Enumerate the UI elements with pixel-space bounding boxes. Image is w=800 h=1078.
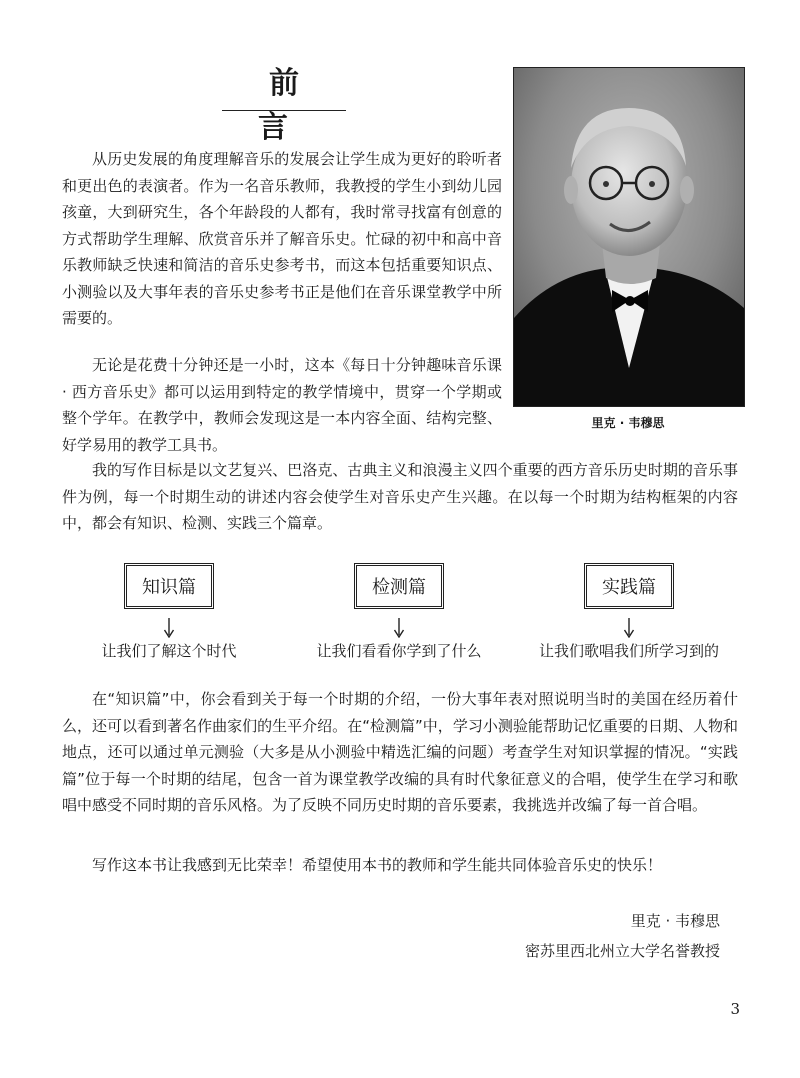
down-arrow-icon bbox=[623, 618, 635, 638]
author-portrait-illustration bbox=[514, 68, 744, 406]
section-desc-test: 让我们看看你学到了什么 bbox=[316, 642, 482, 660]
page-number: 3 bbox=[730, 1000, 740, 1018]
paragraph-5: 写作这本书让我感到无比荣幸！希望使用本书的教师和学生能共同体验音乐史的快乐！ bbox=[92, 856, 663, 874]
section-desc-practice: 让我们歌唱我们所学习到的 bbox=[538, 642, 719, 660]
paragraph-4: 在“知识篇”中，你会看到关于每一个时期的介绍，一份大事年表对照说明当时的美国在经历着什么，还可以看到著名作曲家们的生平介绍。在“检测篇”中，学习小测验能帮助记忆重要的日期、人物和地点，还可以通过单元测验（大多是从小测验中精选汇编的问题）考查学生对知识掌握的情况。“实践篇”位于每一个时期的结尾，包含一首为课堂教学改编的具有时代象征意义的合唱，使学生在学习和歌唱中感受不同时期的音乐风格。为了反映不同历史时期的音乐要素，我挑选并改编了每一首合唱。 bbox=[62, 690, 738, 814]
photo-caption: 里克 · 韦穆思 bbox=[591, 416, 665, 430]
section-box-test: 检测篇 bbox=[354, 563, 444, 609]
section-box-practice: 实践篇 bbox=[584, 563, 674, 609]
down-arrow-icon bbox=[163, 618, 175, 638]
author-photo bbox=[513, 67, 745, 407]
section-desc-knowledge: 让我们了解这个时代 bbox=[101, 642, 237, 660]
paragraph-1: 从历史发展的角度理解音乐的发展会让学生成为更好的聆听者和更出色的表演者。作为一名音乐教师，我教授的学生小到幼儿园孩童，大到研究生，各个年龄段的人都有，我时常寻找富有创意的方式帮助学生理解、欣赏音乐并了解音乐史。忙碌的初中和高中音乐教师缺乏快速和简洁的音乐史参考书，而这本包括重要知识点、小测验以及大事年表的音乐史参考书正是他们在音乐课堂教学中所需要的。 bbox=[62, 150, 502, 327]
signature-title: 密苏里西北州立大学名誉教授 bbox=[524, 942, 720, 960]
paragraph-3: 我的写作目标是以文艺复兴、巴洛克、古典主义和浪漫主义四个重要的西方音乐历史时期的音乐事件为例，每一个时期生动的讲述内容会使学生对音乐史产生兴趣。在以每一个时期为结构框架的内容中，都会有知识、检测、实践三个篇章。 bbox=[62, 461, 738, 532]
down-arrow-icon bbox=[393, 618, 405, 638]
signature-name: 里克 · 韦穆思 bbox=[630, 912, 720, 930]
paragraph-2: 无论是花费十分钟还是一小时，这本《每日十分钟趣味音乐课 · 西方音乐史》都可以运用到特定的教学情境中，贯穿一个学期或整个学年。在教学中，教师会发现这是一本内容全面、结构完整、好学易用的教学工具书。 bbox=[62, 356, 502, 454]
section-box-knowledge: 知识篇 bbox=[124, 563, 214, 609]
page-title: 前 言 bbox=[258, 66, 321, 145]
title-underline bbox=[222, 110, 346, 111]
